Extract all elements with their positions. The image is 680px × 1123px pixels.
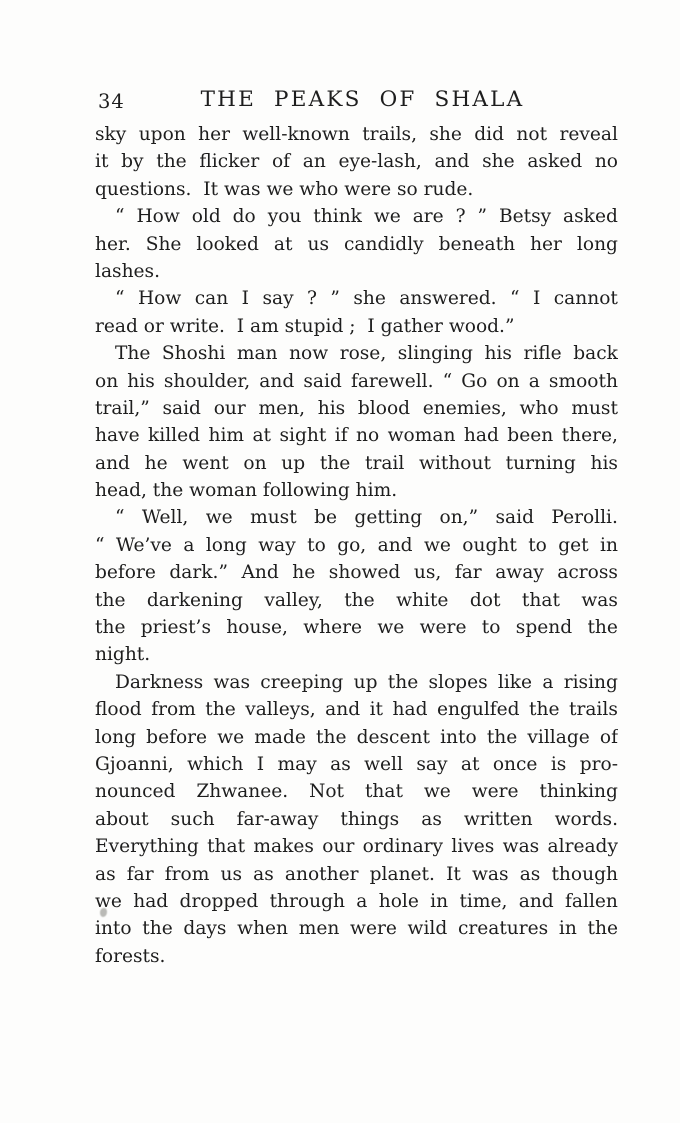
text-line: into the days when men were wild creatures in the bbox=[95, 918, 618, 940]
text-line: forests. bbox=[95, 945, 166, 967]
text-line: on his shoulder, and said farewell. “ Go on a smooth bbox=[95, 370, 618, 392]
text-line: Gjoanni, which I may as well say at once is pro- bbox=[95, 753, 618, 775]
page-number: 34 bbox=[98, 90, 125, 113]
text-line: read or write. I am stupid ; I gather wood.” bbox=[95, 315, 515, 337]
text-line: before dark.” And he showed us, far away across bbox=[95, 562, 618, 584]
text-line: head, the woman following him. bbox=[95, 480, 398, 502]
text-line: “ How can I say ? ” she answered. “ I cannot bbox=[115, 288, 618, 310]
text-line: flood from the valleys, and it had engulfed the trails bbox=[95, 699, 618, 721]
text-line: about such far-away things as written words. bbox=[95, 808, 618, 830]
text-column bbox=[95, 121, 618, 970]
text-line: it by the flicker of an eye-lash, and she asked no bbox=[95, 151, 618, 173]
paragraph-6 bbox=[95, 669, 618, 970]
text-line: The Shoshi man now rose, slinging his rifle back bbox=[115, 343, 618, 365]
text-line: “ How old do you think we are ? ” Betsy asked bbox=[115, 206, 618, 228]
running-title: THE PEAKS OF SHALA bbox=[200, 87, 525, 112]
text-line: night. bbox=[95, 644, 151, 666]
text-line: nounced Zhwanee. Not that we were thinking bbox=[95, 781, 618, 803]
text-line: the priest’s house, where we were to spend the bbox=[95, 617, 618, 639]
paragraph-5 bbox=[95, 504, 618, 668]
paragraph-3 bbox=[95, 285, 618, 340]
text-line: long before we made the descent into the village of bbox=[95, 726, 618, 748]
text-line: her. She looked at us candidly beneath her long bbox=[95, 233, 618, 255]
text-line: the darkening valley, the white dot that was bbox=[95, 589, 618, 611]
text-line: as far from us as another planet. It was as though bbox=[95, 863, 618, 885]
page-header bbox=[95, 87, 618, 115]
text-line: Darkness was creeping up the slopes like a rising bbox=[115, 671, 618, 693]
text-line: lashes. bbox=[95, 260, 161, 282]
text-line: “ We’ve a long way to go, and we ought to get in bbox=[95, 534, 618, 556]
paragraph-2 bbox=[95, 203, 618, 285]
paragraph-1 bbox=[95, 121, 618, 203]
text-line: we had dropped through a hole in time, and fallen bbox=[95, 890, 618, 912]
text-line: Everything that makes our ordinary lives was already bbox=[95, 836, 618, 858]
text-line: “ Well, we must be getting on,” said Perolli. bbox=[115, 507, 618, 529]
paragraph-4 bbox=[95, 340, 618, 504]
text-line: and he went on up the trail without turning his bbox=[95, 452, 618, 474]
text-line: have killed him at sight if no woman had been there, bbox=[95, 425, 618, 447]
text-line: sky upon her well-known trails, she did not reveal bbox=[95, 124, 618, 145]
text-line: questions. It was we who were so rude. bbox=[95, 178, 474, 200]
text-line: trail,” said our men, his blood enemies, who must bbox=[95, 397, 618, 419]
